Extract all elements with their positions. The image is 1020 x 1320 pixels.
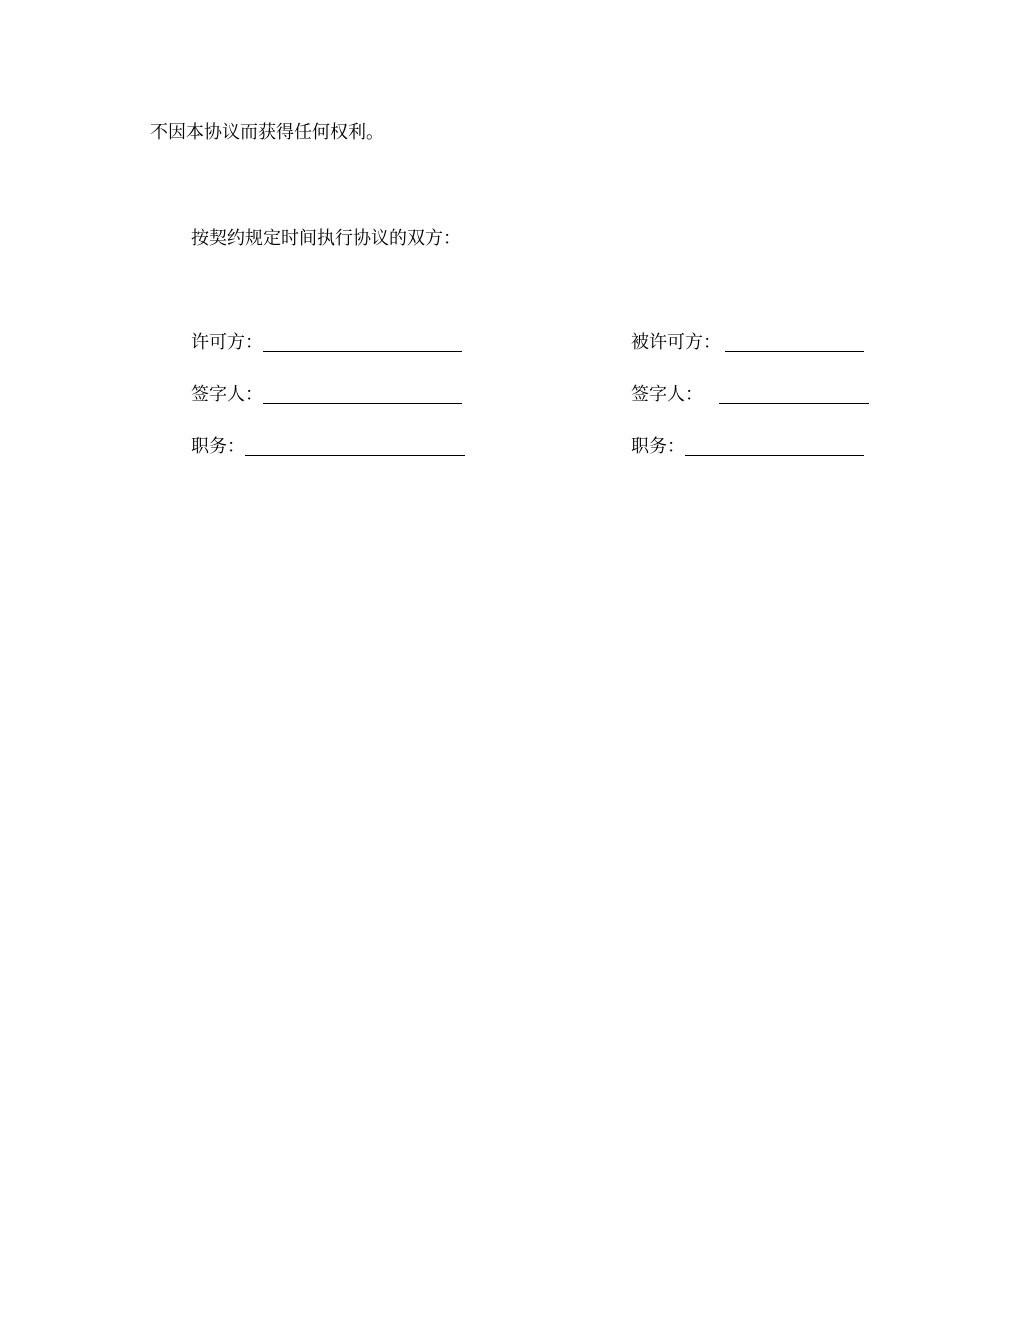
licensee-position-row (631, 434, 864, 458)
licensee-position-blank[interactable] (685, 435, 864, 456)
parties-intro-paragraph: 按契约规定时间执行协议的双方： (191, 228, 461, 249)
licensee-party-label: 被许可方： (631, 332, 721, 353)
licensee-signatory-row (631, 382, 869, 406)
continuation-paragraph: 不因本协议而获得任何权利。 (150, 122, 384, 143)
licensor-position-label: 职务： (191, 436, 245, 457)
licensor-position-row (191, 434, 465, 458)
licensor-signatory-row (191, 382, 462, 406)
licensee-signatory-label: 签字人： (631, 384, 703, 405)
licensee-party-blank[interactable] (725, 331, 864, 352)
licensor-signatory-label: 签字人： (191, 384, 263, 405)
licensor-signatory-blank[interactable] (263, 383, 462, 404)
licensee-signatory-blank[interactable] (719, 383, 869, 404)
licensor-party-row (191, 330, 462, 354)
licensee-party-row (631, 330, 864, 354)
licensor-party-blank[interactable] (263, 331, 462, 352)
licensor-party-label: 许可方： (191, 332, 263, 353)
licensee-position-label: 职务： (631, 436, 685, 457)
licensor-position-blank[interactable] (245, 435, 465, 456)
